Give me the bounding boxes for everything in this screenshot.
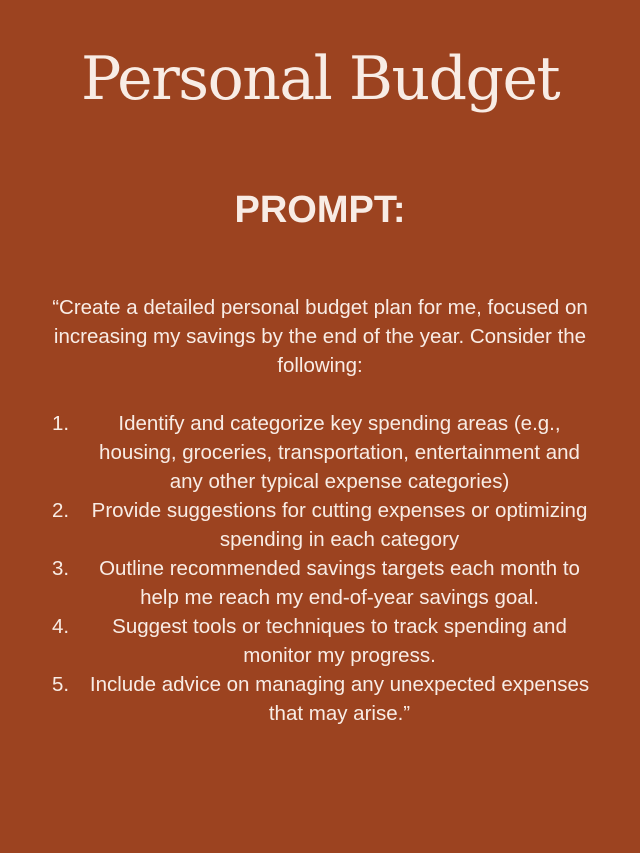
list-item [0, 670, 640, 728]
list-item [0, 409, 640, 496]
list-item [0, 554, 640, 612]
list-number: 4. [52, 615, 70, 638]
list-number: 1. [52, 412, 70, 435]
list-number: 5. [52, 673, 70, 696]
list-item-text: Identify and categorize key spending areas (e.g., housing, groceries, transportation, entertainment and any other typical expense categories) [99, 412, 580, 493]
page-title: Personal Budget [80, 44, 560, 114]
list-item-text: Provide suggestions for cutting expenses or optimizing spending in each category [91, 499, 588, 551]
list-item [0, 612, 640, 670]
prompt-list [0, 409, 640, 728]
prompt-heading: PROMPT: [234, 189, 406, 231]
list-number: 2. [52, 499, 70, 522]
list-number: 3. [52, 557, 70, 580]
list-item [0, 496, 640, 554]
list-item-text: Suggest tools or techniques to track spending and monitor my progress. [112, 615, 567, 667]
list-item-text: Include advice on managing any unexpected expenses that may arise.” [89, 673, 590, 725]
list-item-text: Outline recommended savings targets each month to help me reach my end-of-year savings goal. [99, 557, 580, 609]
prompt-intro: “Create a detailed personal budget plan for me, focused on increasing my savings by the end of the year. Consider the following: [52, 296, 588, 377]
